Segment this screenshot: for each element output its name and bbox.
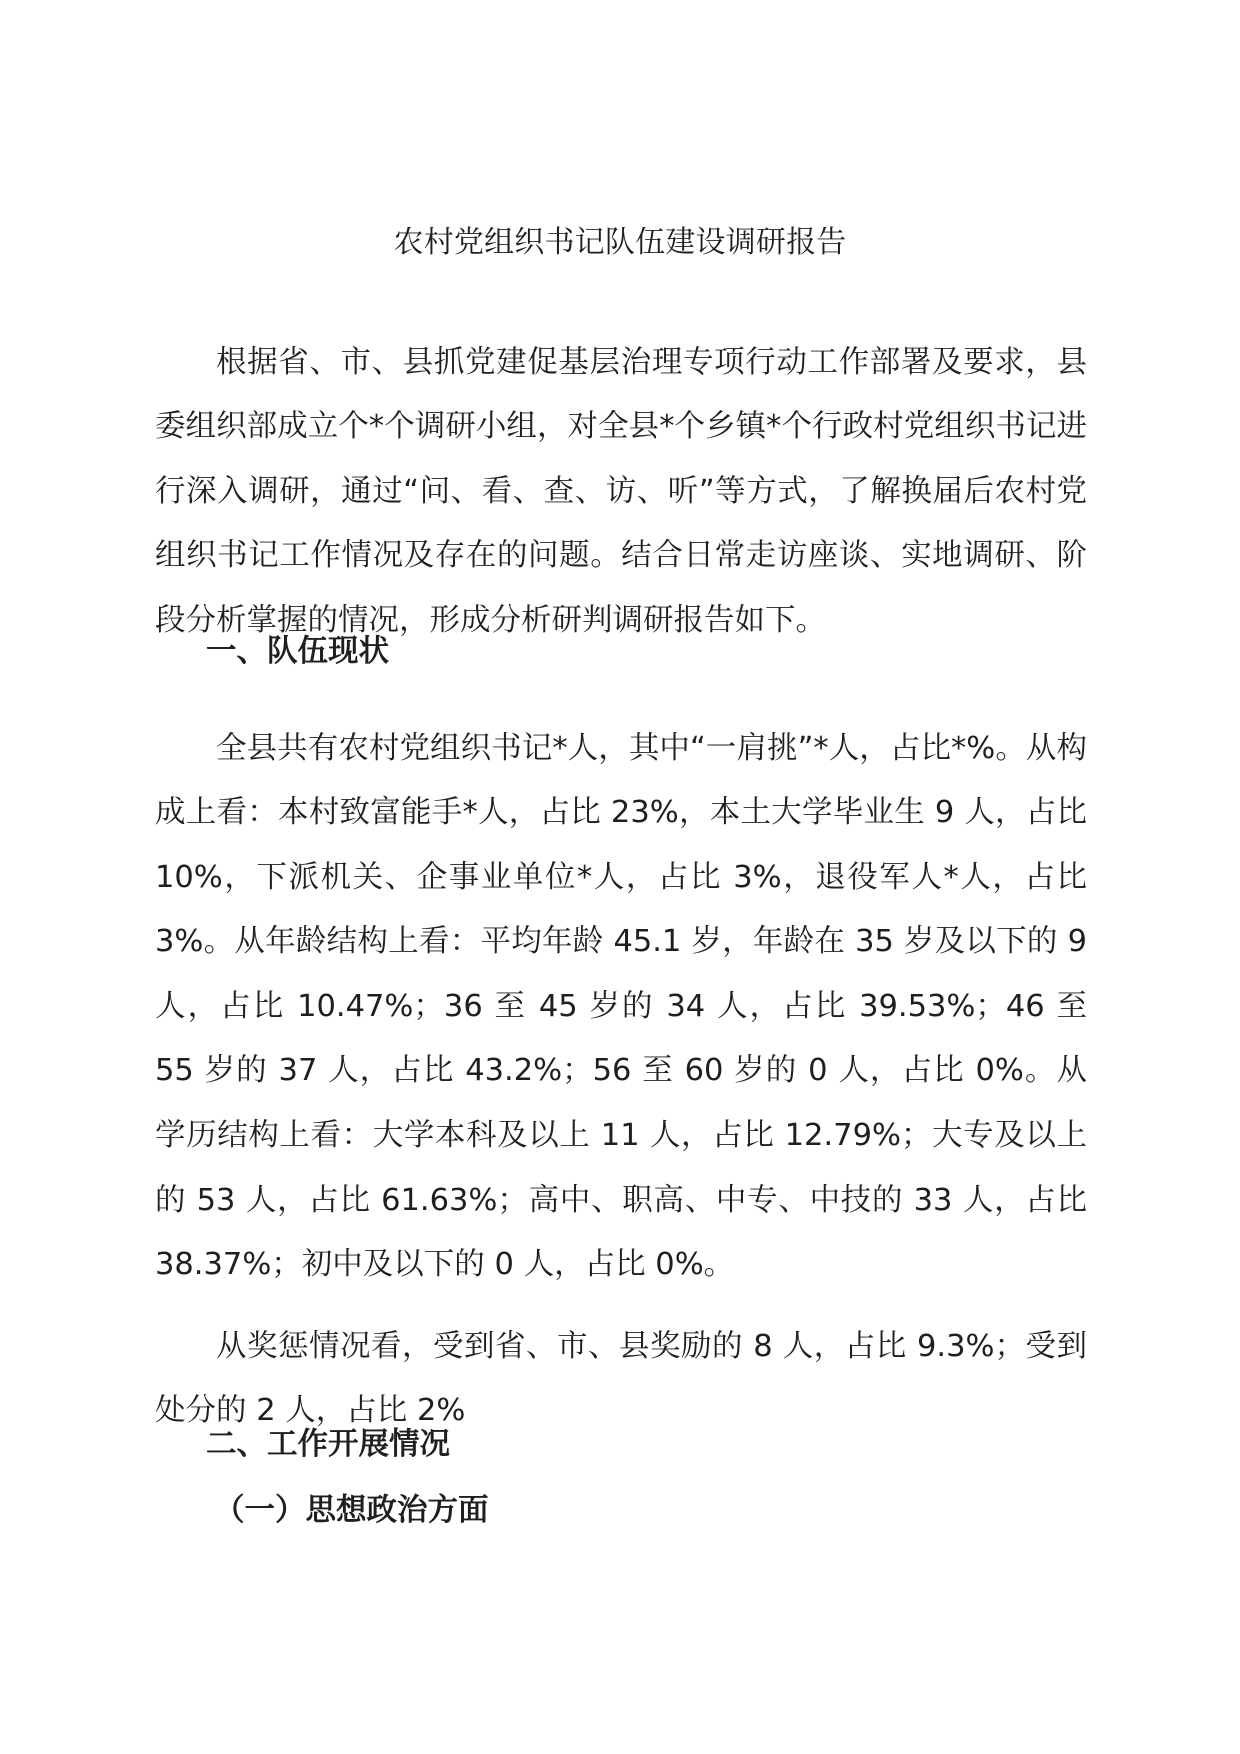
subheading-ideological-political: （一）思想政治方面 xyxy=(214,1493,489,1528)
team-status-paragraph: 全县共有农村党组织书记*人，其中“一肩挑”*人，占比*%。从构成上看：本村致富能手*人，占比 23%，本土大学毕业生 9 人，占比 10%，下派机关、企事业单位*人，占比 3%，退役军人*人，占比 3%。从年龄结构上看：平均年龄 45.1 岁，年龄在 35 岁及以下的 9 人，占比 10.47%；36 至 45 岁的 34 人，占比 39.53%；46 至 55 岁的 37 人，占比 43.2%；56 至 60 岁的 0 人，占比 0%。从学历结构上看：大学本科及以上 11 人，占比 12.79%；大专及以上的 53 人，占比 61.63%；高中、职高、中专、中技的 33 人，占比 38.37%；初中及以下的 0 人，占比 0%。 xyxy=(155,730,1087,1283)
section-heading-work-progress: 二、工作开展情况 xyxy=(206,1427,450,1462)
intro-paragraph: 根据省、市、县抓党建促基层治理专项行动工作部署及要求，县委组织部成立个*个调研小组，对全县*个乡镇*个行政村党组织书记进行深入调研，通过“问、看、查、访、听”等方式，了解换届后农村党组织书记工作情况及存在的问题。结合日常走访座谈、实地调研、阶段分析掌握的情况，形成分析研判调研报告如下。 xyxy=(155,344,1087,638)
section-heading-team-status: 一、队伍现状 xyxy=(206,634,389,669)
rewards-punishments-paragraph: 从奖惩情况看，受到省、市、县奖励的 8 人，占比 9.3%；受到处分的 2 人，占比 2% xyxy=(155,1328,1087,1429)
document-title: 农村党组织书记队伍建设调研报告 xyxy=(393,225,847,260)
